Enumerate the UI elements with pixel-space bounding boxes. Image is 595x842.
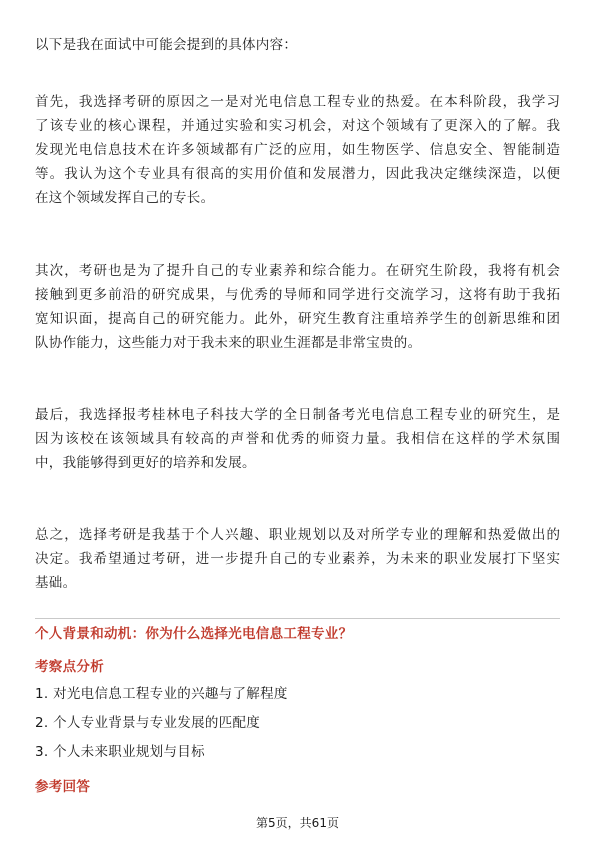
paragraph-line: 了该专业的核心课程，并通过实验和实习机会，对这个领域有了更深入的了解。我: [35, 118, 560, 134]
paragraph-line: 其次，考研也是为了提升自己的专业素养和综合能力。在研究生阶段，我将有机会: [35, 263, 560, 279]
paragraph-second-reason: [35, 259, 560, 355]
paragraph-first-reason: [35, 90, 560, 210]
paragraph-line: 决定。我希望通过考研，进一步提升自己的专业素养，为未来的职业发展打下坚实: [35, 551, 560, 567]
paragraph-conclusion: [35, 523, 560, 595]
paragraph-line: 接触到更多前沿的研究成果，与优秀的导师和同学进行交流学习，这将有助于我拓: [35, 287, 560, 303]
paragraph-line: 总之，选择考研是我基于个人兴趣、职业规划以及对所学专业的理解和热爱做出的: [35, 527, 560, 543]
document-page: [35, 0, 560, 842]
paragraph-line: 队协作能力，这些能力对于我未来的职业生涯都是非常宝贵的。: [35, 335, 422, 351]
question-heading: 个人背景和动机：你为什么选择光电信息工程专业？: [35, 626, 353, 642]
analysis-item: 3. 个人未来职业规划与目标: [35, 744, 205, 760]
paragraph-line: 发现光电信息技术在许多领域都有广泛的应用，如生物医学、信息安全、智能制造: [35, 142, 560, 158]
paragraph-line: 等。我认为这个专业具有很高的实用价值和发展潜力，因此我决定继续深造，以便: [35, 166, 560, 182]
paragraph-line: 基础。: [35, 575, 77, 591]
paragraph-line: 首先，我选择考研的原因之一是对光电信息工程专业的热爱。在本科阶段，我学习: [35, 94, 560, 110]
page-number: 第5页，共61页: [256, 816, 339, 830]
analysis-item: 2. 个人专业背景与专业发展的匹配度: [35, 715, 261, 731]
analysis-item: 1. 对光电信息工程专业的兴趣与了解程度: [35, 686, 288, 702]
intro-text: 以下是我在面试中可能会提到的具体内容：: [35, 37, 298, 53]
analysis-heading: 考察点分析: [35, 659, 104, 675]
reference-heading: 参考回答: [35, 779, 91, 795]
paragraph-line: 在这个领域发挥自己的专长。: [35, 190, 215, 206]
paragraph-line: 最后，我选择报考桂林电子科技大学的全日制备考光电信息工程专业的研究生，是: [35, 407, 560, 423]
paragraph-line: 中，我能够得到更好的培养和发展。: [35, 455, 256, 471]
section-divider: [35, 618, 560, 619]
paragraph-line: 宽知识面，提高自己的研究能力。此外，研究生教育注重培养学生的创新思维和团: [35, 311, 560, 327]
paragraph-third-reason: [35, 403, 560, 475]
paragraph-line: 因为该校在该领域具有较高的声誉和优秀的师资力量。我相信在这样的学术氛围: [35, 431, 560, 447]
